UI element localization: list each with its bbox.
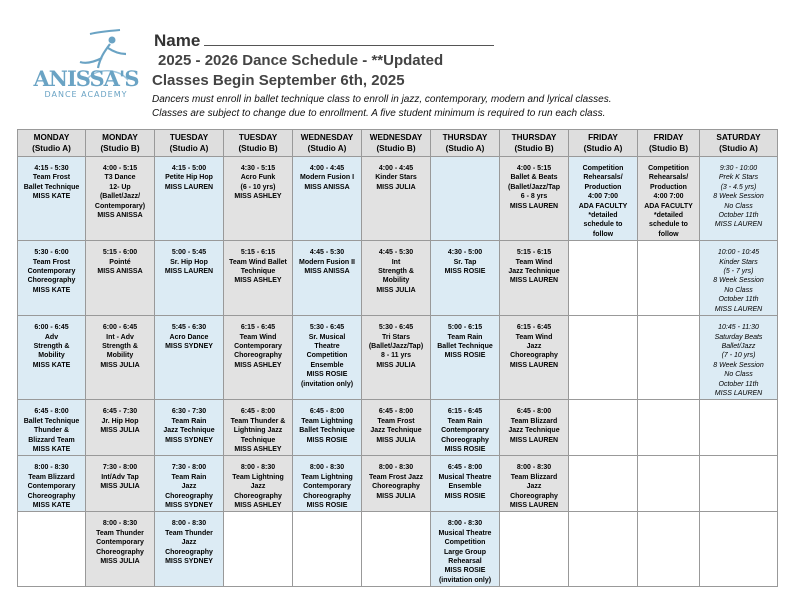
schedule-cell — [18, 157, 86, 241]
name-underline — [204, 31, 494, 46]
column-header — [362, 130, 431, 157]
class-entry: 7:30 - 8:00 Int/Adv Tap MISS JULIA — [100, 464, 140, 491]
page-subtitle: Classes Begin September 6th, 2025 — [152, 72, 405, 89]
class-entry: 6:15 - 6:45 Team Rain Contemporary Choreography MISS ROSIE — [441, 408, 489, 453]
class-entry: 5:30 - 6:45 Tri Stars (Ballet/Jazz/Tap) 8 - 11 yrs MISS JULIA — [368, 324, 424, 369]
schedule-cell — [293, 316, 362, 400]
class-entry: 6:15 - 6:45 Team Wind Jazz Choreography MISS LAUREN — [509, 324, 559, 369]
column-studio: (Studio A) — [307, 144, 347, 153]
class-entry: 10:45 - 11:30 Saturday Beats Ballet/Jazz (7 - 10 yrs) 8 Week Session No Class October 11th MISS LAUREN — [713, 324, 764, 397]
schedule-cell — [569, 512, 638, 587]
column-day: MONDAY — [102, 133, 138, 142]
schedule-cell — [638, 316, 700, 400]
schedule-row — [18, 316, 778, 400]
column-day: TUESDAY — [238, 133, 278, 142]
class-entry: 9:30 - 10:00 Prek K Stars (3 - 4.5 yrs) 8 Week Session No Class October 11th MISS LAUREN — [713, 165, 764, 229]
name-label: Name — [154, 31, 201, 50]
name-field — [154, 31, 494, 51]
class-entry: 6:45 - 8:00 Ballet Technique Thunder & Blizzard Team MISS KATE — [23, 408, 80, 453]
schedule-cell — [86, 400, 155, 456]
schedule-row — [18, 512, 778, 587]
schedule-cell — [500, 316, 569, 400]
column-studio: (Studio B) — [376, 144, 416, 153]
schedule-cell — [293, 241, 362, 316]
schedule-cell — [224, 157, 293, 241]
schedule-cell — [86, 512, 155, 587]
schedule-cell — [700, 316, 778, 400]
schedule-row — [18, 400, 778, 456]
column-day: SATURDAY — [716, 133, 761, 142]
schedule-cell — [293, 512, 362, 587]
class-entry: 4:00 - 4:45 Kinder Stars MISS JULIA — [375, 165, 417, 191]
class-entry: 4:00 - 5:15 T3 Dance 12- Up (Ballet/Jazz/ Contemporary) MISS ANISSA — [94, 165, 146, 220]
schedule-cell — [569, 316, 638, 400]
schedule-cell — [155, 157, 224, 241]
schedule-cell — [500, 241, 569, 316]
schedule-cell — [18, 456, 86, 512]
page-title: 2025 - 2026 Dance Schedule - **Updated — [158, 52, 444, 69]
class-entry: Competition Rehearsals/ Production 4:00 7:00 ADA FACULTY *detailed schedule to follow — [644, 165, 693, 238]
class-entry: 10:00 - 10:45 Kinder Stars (5 - 7 yrs) 8 Week Session No Class October 11th MISS LAUREN — [713, 249, 764, 313]
class-entry: 5:30 - 6:00 Team Frost Contemporary Choreography MISS KATE — [27, 249, 76, 294]
schedule-cell — [86, 241, 155, 316]
schedule-cell — [224, 456, 293, 512]
schedule-cell — [500, 157, 569, 241]
class-entry: 6:45 - 8:00 Team Thunder & Lightning Jazz Technique MISS ASHLEY — [230, 408, 286, 453]
schedule-cell — [362, 400, 431, 456]
class-entry: 5:00 - 6:15 Team Rain Ballet Technique MISS ROSIE — [437, 324, 493, 360]
class-entry: 8:00 - 8:30 Team Thunder Contemporary Choreography MISS JULIA — [96, 520, 144, 566]
class-entry: 6:45 - 8:00 Team Lightning Ballet Technique MISS ROSIE — [299, 408, 355, 444]
schedule-cell — [500, 512, 569, 587]
schedule-cell — [18, 512, 86, 587]
class-entry: 4:45 - 5:30 Int Strength & Mobility MISS JULIA — [376, 249, 416, 294]
schedule-cell — [638, 400, 700, 456]
column-header — [569, 130, 638, 157]
column-header — [431, 130, 500, 157]
schedule-cell — [224, 512, 293, 587]
schedule-cell — [569, 241, 638, 316]
schedule-cell — [700, 400, 778, 456]
schedule-cell — [224, 316, 293, 400]
schedule-cell — [155, 400, 224, 456]
class-entry: 5:15 - 6:15 Team Wind Ballet Technique MISS ASHLEY — [229, 249, 287, 285]
class-entry: 8:00 - 8:30 Team Frost Jazz Choreography MISS JULIA — [369, 464, 423, 500]
schedule-cell — [362, 157, 431, 241]
column-studio: (Studio B) — [514, 144, 554, 153]
class-change-note: Classes are subject to change due to enrollment. A five student minimum is required to run each class. — [152, 108, 606, 119]
schedule-cell — [86, 456, 155, 512]
class-entry: 5:00 - 5:45 Sr. Hip Hop MISS LAUREN — [164, 249, 214, 276]
schedule-cell — [638, 456, 700, 512]
class-entry: 4:15 - 5:00 Petite Hip Hop MISS LAUREN — [164, 165, 214, 191]
class-entry: 6:45 - 8:00 Team Blizzard Jazz Technique MISS LAUREN — [508, 408, 560, 444]
class-entry: 5:15 - 6:00 Pointé MISS ANISSA — [97, 249, 143, 276]
column-day: WEDNESDAY — [300, 133, 354, 142]
class-entry: 5:15 - 6:15 Team Wind Jazz Technique MISS LAUREN — [508, 249, 560, 285]
class-entry: 4:00 - 5:15 Ballet & Beats (Ballet/Jazz/Tap 6 - 8 yrs MISS LAUREN — [508, 165, 560, 210]
column-studio: (Studio A) — [169, 144, 209, 153]
schedule-cell — [431, 157, 500, 241]
schedule-cell — [155, 512, 224, 587]
column-studio: (Studio B) — [238, 144, 278, 153]
schedule-cell — [638, 157, 700, 241]
schedule-cell — [18, 316, 86, 400]
column-header — [293, 130, 362, 157]
schedule-row — [18, 241, 778, 316]
schedule-cell — [18, 400, 86, 456]
class-entry: 7:30 - 8:00 Team Rain Jazz Choreography MISS SYDNEY — [165, 464, 213, 509]
schedule-cell — [293, 456, 362, 512]
class-entry: 8:00 - 8:30 Team Lightning Contemporary Choreography MISS ROSIE — [301, 464, 353, 509]
column-header — [18, 130, 86, 157]
class-entry: 6:00 - 6:45 Int - Adv Strength & Mobility MISS JULIA — [100, 324, 140, 369]
logo-name: ANISSA'S — [33, 66, 139, 91]
schedule-body — [18, 157, 778, 587]
column-day: MONDAY — [33, 133, 70, 142]
column-day: THURSDAY — [442, 133, 488, 142]
column-day: WEDNESDAY — [369, 133, 423, 142]
schedule-cell — [86, 157, 155, 241]
column-day: FRIDAY — [588, 133, 618, 142]
schedule-cell — [638, 241, 700, 316]
schedule-cell — [431, 456, 500, 512]
schedule-cell — [86, 316, 155, 400]
column-day: FRIDAY — [653, 133, 684, 142]
schedule-cell — [500, 400, 569, 456]
class-entry: Competition Rehearsals/ Production 4:00 7:00 ADA FACULTY *detailed schedule to follow — [578, 165, 628, 238]
class-entry: 6:00 - 6:45 Adv Strength & Mobility MISS KATE — [32, 324, 71, 369]
column-header — [86, 130, 155, 157]
class-entry: 4:30 - 5:15 Acro Funk (6 - 10 yrs) MISS ASHLEY — [234, 165, 282, 201]
schedule-cell — [362, 512, 431, 587]
class-entry: 6:45 - 7:30 Jr. Hip Hop MISS JULIA — [100, 408, 140, 435]
schedule-cell — [431, 400, 500, 456]
schedule-cell — [362, 456, 431, 512]
column-header — [638, 130, 700, 157]
column-studio: (Studio B) — [648, 144, 689, 153]
schedule-row — [18, 456, 778, 512]
class-entry: 8:00 - 8:30 Team Blizzard Jazz Choreography MISS LAUREN — [509, 464, 559, 509]
column-studio: (Studio A) — [445, 144, 485, 153]
class-entry: 6:15 - 6:45 Team Wind Contemporary Choreography MISS ASHLEY — [234, 324, 282, 369]
schedule-cell — [362, 316, 431, 400]
schedule-cell — [638, 512, 700, 587]
schedule-cell — [293, 157, 362, 241]
schedule-cell — [155, 241, 224, 316]
class-entry: 8:00 - 8:30 Team Lightning Jazz Choreography MISS ASHLEY — [232, 464, 284, 509]
class-entry: 5:45 - 6:30 Acro Dance MISS SYDNEY — [165, 324, 213, 350]
column-header — [500, 130, 569, 157]
class-entry: 5:30 - 6:45 Sr. Musical Theatre Competition Ensemble MISS ROSIE (invitation only) — [300, 324, 354, 388]
schedule-cell — [700, 512, 778, 587]
schedule-cell — [569, 400, 638, 456]
class-entry: 6:30 - 7:30 Team Rain Jazz Technique MISS SYDNEY — [163, 408, 215, 444]
class-entry: 8:00 - 8:30 Team Blizzard Contemporary Choreography MISS KATE — [27, 464, 76, 509]
column-studio: (Studio B) — [100, 144, 140, 153]
class-entry: 4:30 - 5:00 Sr. Tap MISS ROSIE — [444, 249, 486, 276]
class-entry: 6:45 - 8:00 Team Frost Jazz Technique MISS JULIA — [370, 408, 422, 444]
column-header — [224, 130, 293, 157]
schedule-cell — [569, 157, 638, 241]
schedule-cell — [431, 241, 500, 316]
column-studio: (Studio A) — [32, 144, 71, 153]
column-studio: (Studio A) — [583, 144, 623, 153]
column-header — [155, 130, 224, 157]
schedule-cell — [155, 316, 224, 400]
schedule-cell — [700, 456, 778, 512]
enrollment-note: Dancers must enroll in ballet technique class to enroll in jazz, contemporary, modern and lyrical classes. — [152, 94, 612, 105]
schedule-row — [18, 157, 778, 241]
schedule-header-row — [18, 130, 778, 157]
schedule-cell — [18, 241, 86, 316]
schedule-cell — [569, 456, 638, 512]
schedule-cell — [431, 316, 500, 400]
schedule-cell — [431, 512, 500, 587]
column-studio: (Studio A) — [719, 144, 758, 153]
class-entry: 8:00 - 8:30 Musical Theatre Competition Large Group Rehearsal MISS ROSIE (invitation only) — [438, 520, 492, 584]
schedule-cell — [224, 241, 293, 316]
schedule-cell — [500, 456, 569, 512]
column-day: THURSDAY — [511, 133, 557, 142]
column-header — [700, 130, 778, 157]
schedule-cell — [700, 241, 778, 316]
schedule-cell — [362, 241, 431, 316]
schedule-cell — [293, 400, 362, 456]
column-day: TUESDAY — [169, 133, 209, 142]
schedule-cell — [700, 157, 778, 241]
class-entry: 4:45 - 5:30 Modern Fusion II MISS ANISSA — [299, 249, 355, 276]
academy-logo — [28, 28, 144, 114]
class-entry: 6:45 - 8:00 Musical Theatre Ensemble MISS ROSIE — [438, 464, 492, 500]
class-entry: 8:00 - 8:30 Team Thunder Jazz Choreography MISS SYDNEY — [165, 520, 213, 566]
class-entry: 4:15 - 5:30 Team Frost Ballet Technique MISS KATE — [23, 165, 80, 201]
class-entry: 4:00 - 4:45 Modern Fusion I MISS ANISSA — [299, 165, 355, 191]
schedule-cell — [155, 456, 224, 512]
schedule-cell — [224, 400, 293, 456]
logo-subtitle: DANCE ACADEMY — [44, 90, 128, 99]
schedule-table — [17, 129, 778, 587]
